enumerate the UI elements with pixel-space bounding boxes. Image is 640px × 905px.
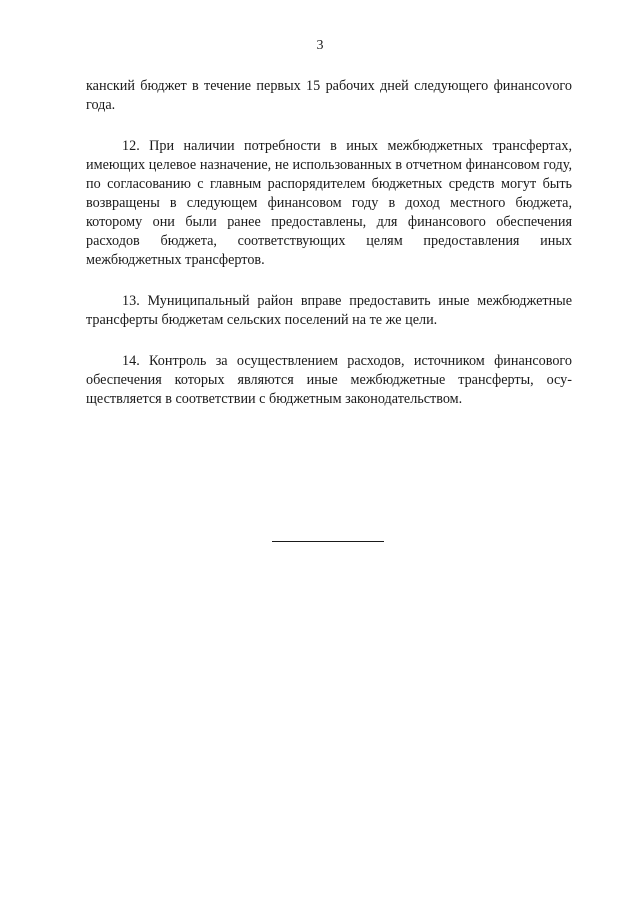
- paragraph-continuation: канский бюджет в течение первых 15 рабочих дней следующего финансоvого года.: [86, 78, 572, 113]
- end-divider-line: [272, 541, 384, 542]
- paragraph-item-13: 13. Муниципальный район вправе предоставить иные межбюджетные трансферты бюджетам сельских поселений на те же цели.: [86, 293, 572, 328]
- page-number: 3: [316, 38, 324, 53]
- document-body: [86, 77, 572, 431]
- paragraph-item-12: 12. При наличии потребности в иных межбюджетных трансфертах, имеющих целевое назначение, не использованных в отчетном финансовом году, по согласованию с главным распорядителем бюджетных средств могут быть возвращены в следующем финансовом году в доход местного бюджета, которому они были ранее предоставлены, для финансового обеспечения расходов бюджета, соответствующих целям предоставления иных межбюджетных трансфертов.: [86, 138, 572, 268]
- paragraph-item-14: 14. Контроль за осуществлением расходов, источником финансового обеспечения которых являются иные межбюджетные трансферты, осуществляется в соответствии с бюджетным законодательством.: [86, 353, 572, 407]
